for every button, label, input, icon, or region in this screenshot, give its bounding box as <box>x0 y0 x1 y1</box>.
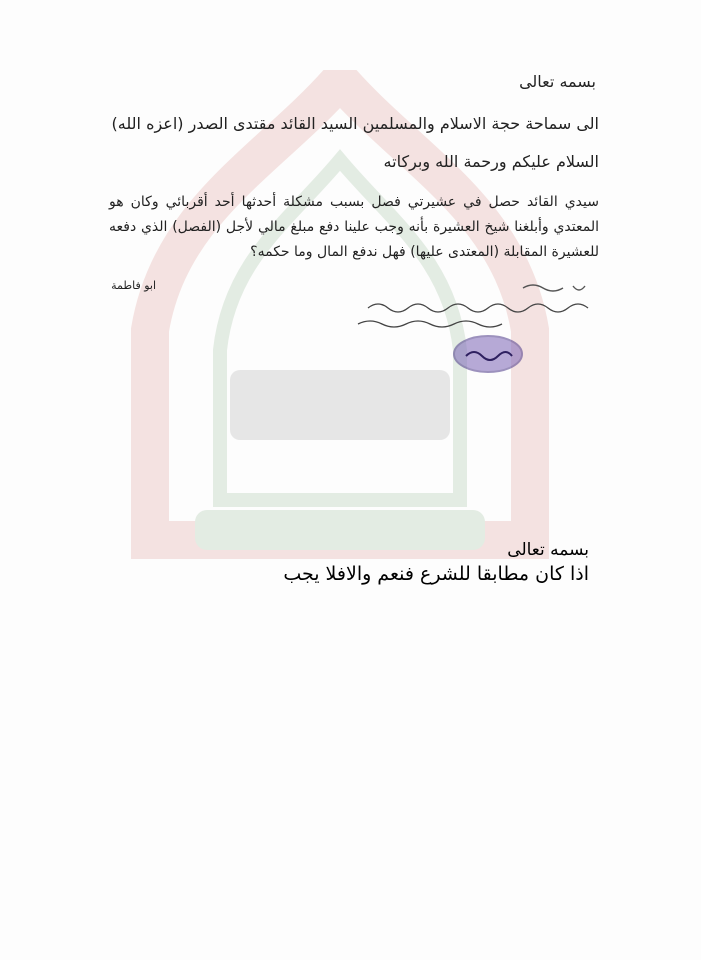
header-basmala: بسمه تعالى <box>519 72 596 91</box>
sender-name: ابو فاطمة <box>111 279 156 292</box>
greeting: السلام عليكم ورحمة الله وبركاته <box>383 152 599 171</box>
reply-answer: اذا كان مطابقا للشرع فنعم والافلا يجب <box>283 563 589 585</box>
question-text: سيدي القائد حصل في عشيرتي فصل بسبب مشكلة أحدثها أحد أقربائي وكان هو المعتدي وأبلغنا شيخ العشيرة بأنه وجب علينا دفع مبلغ مالي لأجل (الفصل) الذي دفعه للعشيرة المقابلة (المعتدى عليها) فهل ندفع المال وما حكمه؟ <box>109 194 599 260</box>
handwritten-answer <box>348 278 598 338</box>
reply-basmala: بسمه تعالى <box>507 540 589 560</box>
recipient-line: الى سماحة حجة الاسلام والمسلمين السيد القائد مقتدى الصدر (اعزه الله) <box>111 114 599 133</box>
seal-stamp <box>452 334 524 374</box>
